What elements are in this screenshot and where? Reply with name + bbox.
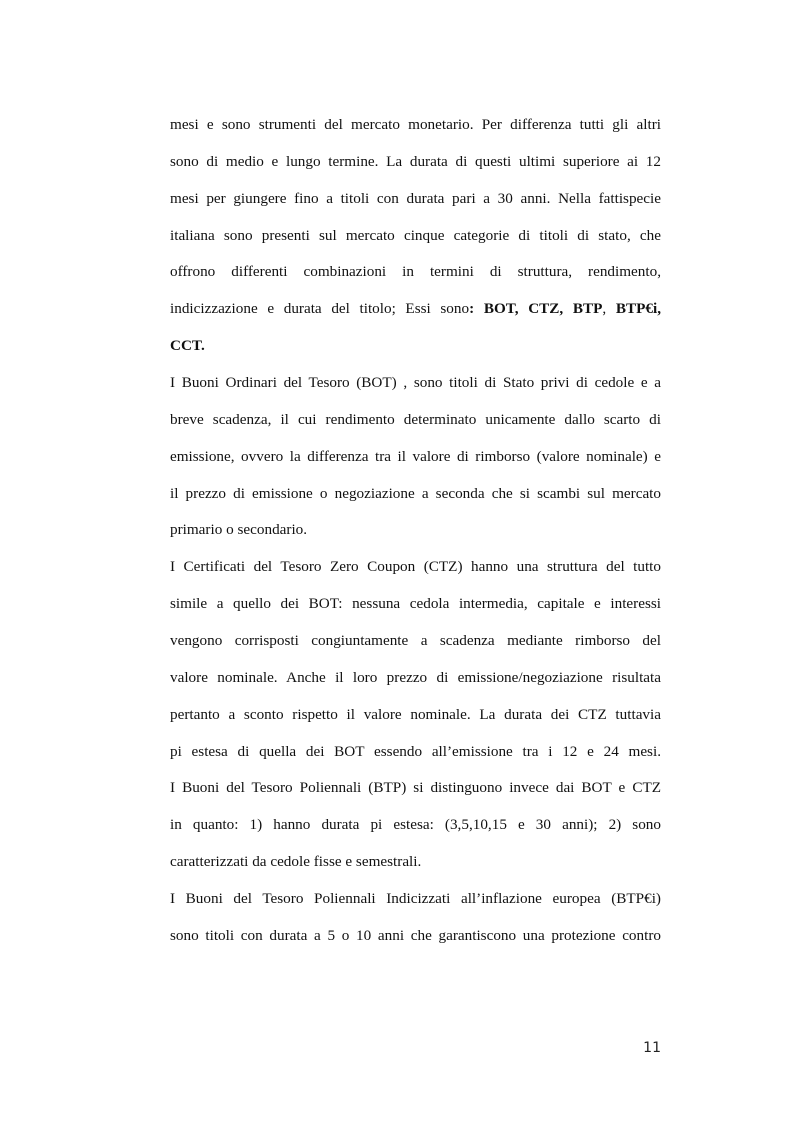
bold-title-list: BOT, CTZ, BTP: [483, 300, 603, 317]
text-line: il prezzo di emissione o negoziazione a seconda che si scambi sul mercato: [170, 485, 661, 502]
text-line: vengono corrisposti congiuntamente a scadenza mediante rimborso del: [170, 632, 661, 649]
text-line: sono titoli con durata a 5 o 10 anni che garantiscono una protezione contro: [170, 927, 661, 944]
text-line: italiana sono presenti sul mercato cinque categorie di titoli di stato, che: [170, 227, 661, 244]
text-line: I Buoni del Tesoro Poliennali Indicizzati all’inflazione europea (BTP€i): [170, 890, 661, 907]
text-line: primario o secondario.: [170, 521, 308, 538]
text-line: emissione, ovvero la differenza tra il valore di rimborso (valore nominale) e: [170, 448, 661, 465]
text-line: mesi e sono strumenti del mercato monetario. Per differenza tutti gli altri: [170, 116, 661, 133]
text-line: mesi per giungere fino a titoli con durata pari a 30 anni. Nella fattispecie: [170, 190, 661, 207]
text-line: I Buoni Ordinari del Tesoro (BOT) , sono titoli di Stato privi di cedole e a: [170, 374, 661, 391]
text-line: pi estesa di quella dei BOT essendo all’emissione tra i 12 e 24 mesi.: [170, 743, 661, 760]
bold-btpei: BTP€i,: [615, 300, 662, 317]
text-line: valore nominale. Anche il loro prezzo di emissione/negoziazione risultata: [170, 669, 661, 686]
text-line: caratterizzati da cedole fisse e semestrali.: [170, 853, 422, 870]
text-line: offrono differenti combinazioni in termini di struttura, rendimento,: [170, 263, 661, 280]
text-line: pertanto a sconto rispetto il valore nominale. La durata dei CTZ tuttavia: [170, 706, 661, 723]
separator: ,: [602, 300, 607, 317]
text-segment: indicizzazione e durata del titolo; Essi sono: [170, 300, 470, 317]
text-line: in quanto: 1) hanno durata pi estesa: (3,5,10,15 e 30 anni); 2) sono: [170, 816, 661, 833]
text-line-with-bold: [170, 299, 661, 319]
text-line: I Buoni del Tesoro Poliennali (BTP) si distinguono invece dai BOT e CTZ: [170, 779, 661, 796]
bold-colon: :: [469, 300, 475, 317]
bold-cct: CCT.: [170, 337, 205, 354]
text-line: breve scadenza, il cui rendimento determinato unicamente dallo scarto di: [170, 411, 661, 428]
text-line: sono di medio e lungo termine. La durata di questi ultimi superiore ai 12: [170, 153, 661, 170]
page-number: 11: [643, 1040, 661, 1056]
text-line: simile a quello dei BOT: nessuna cedola intermedia, capitale e interessi: [170, 595, 661, 612]
text-line: I Certificati del Tesoro Zero Coupon (CTZ) hanno una struttura del tutto: [170, 558, 661, 575]
